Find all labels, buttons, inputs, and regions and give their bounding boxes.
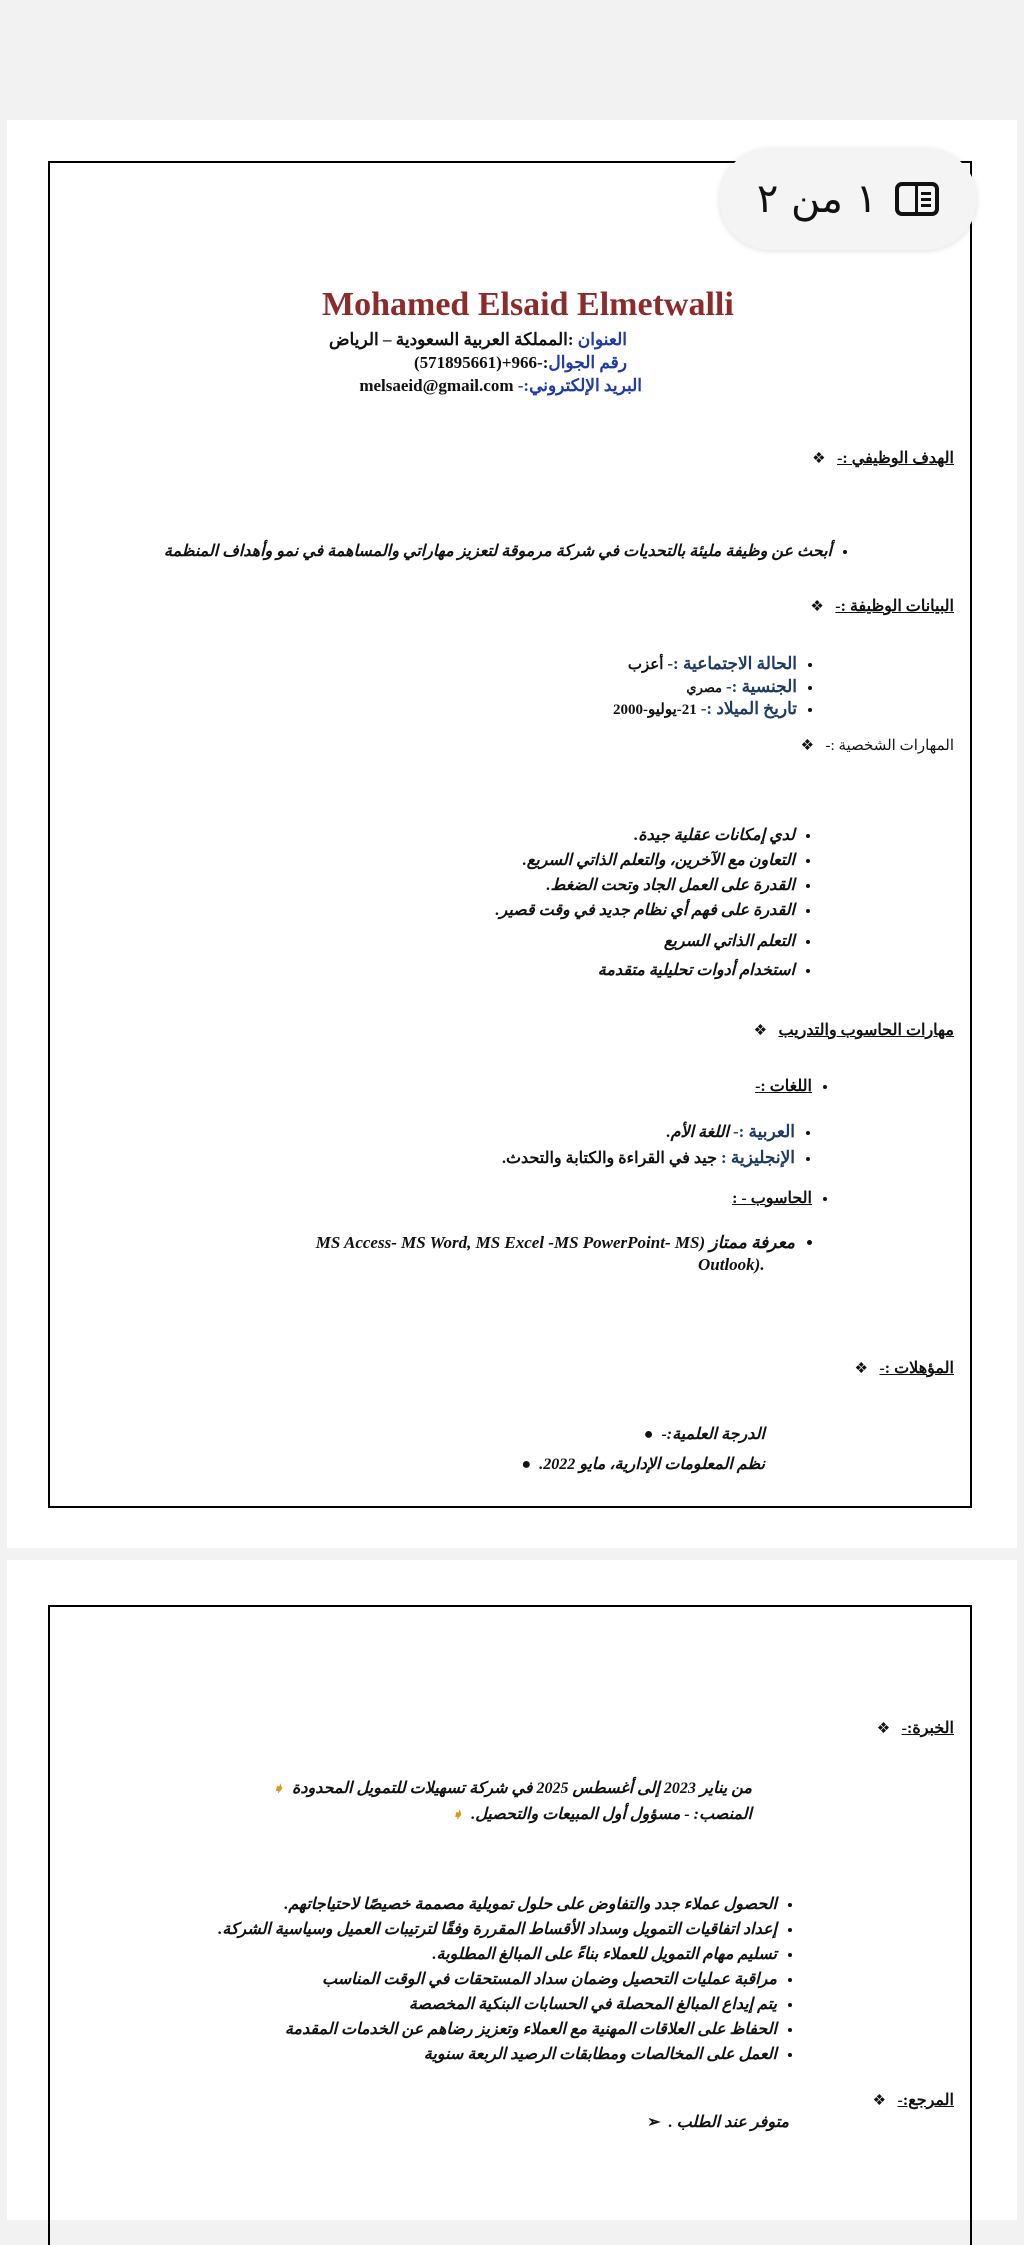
list-item bbox=[272, 1776, 752, 1802]
computer-sub-heading: الحاسوب - : bbox=[732, 1190, 812, 1207]
experience-position: المنصب: - مسؤول أول المبيعات والتحصيل. bbox=[471, 1806, 752, 1823]
languages-list bbox=[502, 1119, 817, 1171]
list-item: • التعاون مع الآخرين، والتعلم الذاتي السريع. bbox=[496, 848, 796, 873]
list-item: • إعداد اتفاقيات التمويل وسداد الأقساط المقررة وفقًا لترتيبات العميل وسياسية الشركة. bbox=[218, 1917, 777, 1942]
qualifications-heading: المؤهلات :- bbox=[879, 1360, 954, 1377]
list-item: • التعلم الذاتي السريع bbox=[496, 929, 796, 954]
skills-heading: المهارات الشخصية :- bbox=[825, 738, 954, 754]
diamond-bullet-icon: ❖ bbox=[800, 738, 822, 754]
email-line bbox=[359, 376, 642, 396]
address-line bbox=[329, 330, 627, 350]
diamond-bullet-icon: ❖ bbox=[810, 599, 832, 615]
duties-list bbox=[218, 1892, 799, 2067]
email-value: melsaeid@gmail.com bbox=[359, 376, 514, 395]
marital-status-value: أعزب bbox=[627, 657, 664, 673]
birthdate-value: 21-يوليو-2000 bbox=[613, 702, 697, 718]
document-page-2 bbox=[7, 1560, 1017, 2220]
skills-section-heading bbox=[801, 736, 954, 755]
languages-heading-list bbox=[755, 1074, 834, 1099]
diamond-bullet-icon: ❖ bbox=[854, 1361, 876, 1377]
arabic-label: العربية :- bbox=[732, 1122, 795, 1141]
diamond-bullet-icon: ❖ bbox=[872, 2093, 894, 2109]
languages-heading: اللغات :- bbox=[755, 1078, 812, 1095]
computer-section-heading bbox=[754, 1020, 954, 1040]
personal-list bbox=[613, 653, 819, 721]
reference-heading: المرجع:- bbox=[897, 2092, 954, 2109]
computer-heading: مهارات الحاسوب والتدريب bbox=[778, 1022, 954, 1039]
diamond-bullet-icon: ❖ bbox=[753, 1023, 775, 1039]
computer-skill-list bbox=[316, 1230, 817, 1255]
reference-text: متوفر عند الطلب . bbox=[668, 2114, 789, 2131]
address-label: العنوان bbox=[577, 330, 627, 349]
arrowhead-bullet-icon: ➢ bbox=[647, 2114, 661, 2131]
degree-value: نظم المعلومات الإدارية، مايو 2022. bbox=[539, 1456, 765, 1473]
page-counter-pill[interactable] bbox=[719, 148, 977, 250]
list-item: • يتم إيداع المبالغ المحصلة في الحسابات البنكية المخصصة bbox=[218, 1992, 777, 2017]
nationality-label: الجنسية :- bbox=[726, 677, 797, 696]
list-item: • الحفاظ على العلاقات المهنية مع العملاء وتعزيز رضاهم عن الخدمات المقدمة bbox=[218, 2017, 777, 2042]
list-item: الدرجة العلمية:- ● bbox=[643, 1426, 765, 1443]
candidate-name: Mohamed Elsaid Elmetwalli bbox=[322, 286, 734, 323]
list-item: • مراقبة عمليات التحصيل وضمان سداد المستحقات في الوقت المناسب bbox=[218, 1967, 777, 1992]
list-item: • تسليم مهام التمويل للعملاء بناءً على المبالغ المطلوبة. bbox=[218, 1942, 777, 1967]
list-item bbox=[272, 1802, 752, 1828]
reader-mode-icon[interactable] bbox=[895, 182, 939, 216]
list-item bbox=[613, 653, 797, 676]
computer-sub-list bbox=[732, 1186, 834, 1211]
arabic-value: اللغة الأم. bbox=[666, 1124, 729, 1141]
computer-skill-line2: Outlook). bbox=[698, 1255, 765, 1274]
marital-status-label: الحالة الاجتماعية :- bbox=[667, 654, 797, 673]
phone-line bbox=[414, 353, 627, 373]
email-label: البريد الإلكتروني:- bbox=[517, 376, 642, 395]
qualifications-section-heading bbox=[855, 1358, 955, 1378]
list-item bbox=[755, 1074, 812, 1099]
computer-skill-line1: • معرفة ممتاز (MS Access- MS Word, MS Excel -MS PowerPoint- MS bbox=[316, 1230, 795, 1255]
personal-heading: البيانات الوظيفة :- bbox=[835, 598, 954, 615]
objective-text: • أبحث عن وظيفة مليئة بالتحديات في شركة مرموقة لتعزيز مهاراتي والمساهمة في نمو وأهداف المنظمة bbox=[164, 539, 832, 564]
objective-section-heading bbox=[812, 448, 954, 468]
english-value: جيد في القراءة والكتابة والتحدث. bbox=[501, 1150, 717, 1167]
personal-section-heading bbox=[810, 596, 954, 616]
list-item: نظم المعلومات الإدارية، مايو 2022. ● bbox=[521, 1456, 765, 1473]
qualifications-list bbox=[522, 1420, 787, 1480]
list-item bbox=[613, 698, 797, 721]
reference-section-heading bbox=[873, 2090, 954, 2110]
list-item: • القدرة على العمل الجاد وتحت الضغط. bbox=[496, 873, 796, 898]
birthdate-label: تاريخ الميلاد :- bbox=[700, 699, 797, 718]
list-item: • العمل على المخالصات ومطابقات الرصيد الربعة سنوية bbox=[218, 2042, 777, 2067]
phone-label: رقم الجوال bbox=[548, 353, 627, 372]
diamond-bullet-icon: ❖ bbox=[876, 1721, 898, 1737]
objective-list bbox=[164, 539, 854, 564]
arrow-bullet-icon: ➧ bbox=[272, 1782, 284, 1797]
list-item: • لدي إمكانات عقلية جيدة. bbox=[496, 823, 796, 848]
list-item: • الحصول عملاء جدد والتفاوض على حلول تمويلية مصممة خصيصًا لاحتياجاتهم. bbox=[218, 1892, 777, 1917]
experience-section-heading bbox=[877, 1718, 954, 1738]
address-value: :المملكة العربية السعودية – الرياض bbox=[328, 330, 574, 349]
list-item: • القدرة على فهم أي نظام جديد في وقت قصير. bbox=[496, 898, 796, 923]
experience-period: من يناير 2023 إلى أغسطس 2025 في شركة تسهيلات للتمويل المحدودة bbox=[291, 1780, 752, 1797]
list-item bbox=[732, 1186, 812, 1211]
phone-value: :-966+(571895661) bbox=[414, 353, 549, 372]
english-label: الإنجليزية : bbox=[720, 1148, 795, 1167]
objective-heading: الهدف الوظيفي :- bbox=[837, 450, 954, 467]
degree-label: الدرجة العلمية:- bbox=[661, 1426, 765, 1443]
experience-list bbox=[272, 1776, 774, 1828]
list-item bbox=[502, 1145, 795, 1171]
skills-list bbox=[496, 823, 818, 983]
reference-line bbox=[647, 2112, 789, 2132]
arrow-bullet-icon: ➧ bbox=[451, 1808, 464, 1823]
viewer-top-area bbox=[0, 0, 1024, 118]
diamond-bullet-icon: ❖ bbox=[812, 451, 834, 467]
nationality-value: مصري bbox=[686, 680, 722, 695]
experience-heading: الخبرة:- bbox=[901, 1720, 954, 1737]
list-item bbox=[502, 1119, 795, 1145]
list-item bbox=[613, 676, 797, 698]
list-item: • استخدام أدوات تحليلية متقدمة bbox=[496, 958, 796, 983]
page-counter-text: ١ من ٢ bbox=[756, 176, 878, 222]
